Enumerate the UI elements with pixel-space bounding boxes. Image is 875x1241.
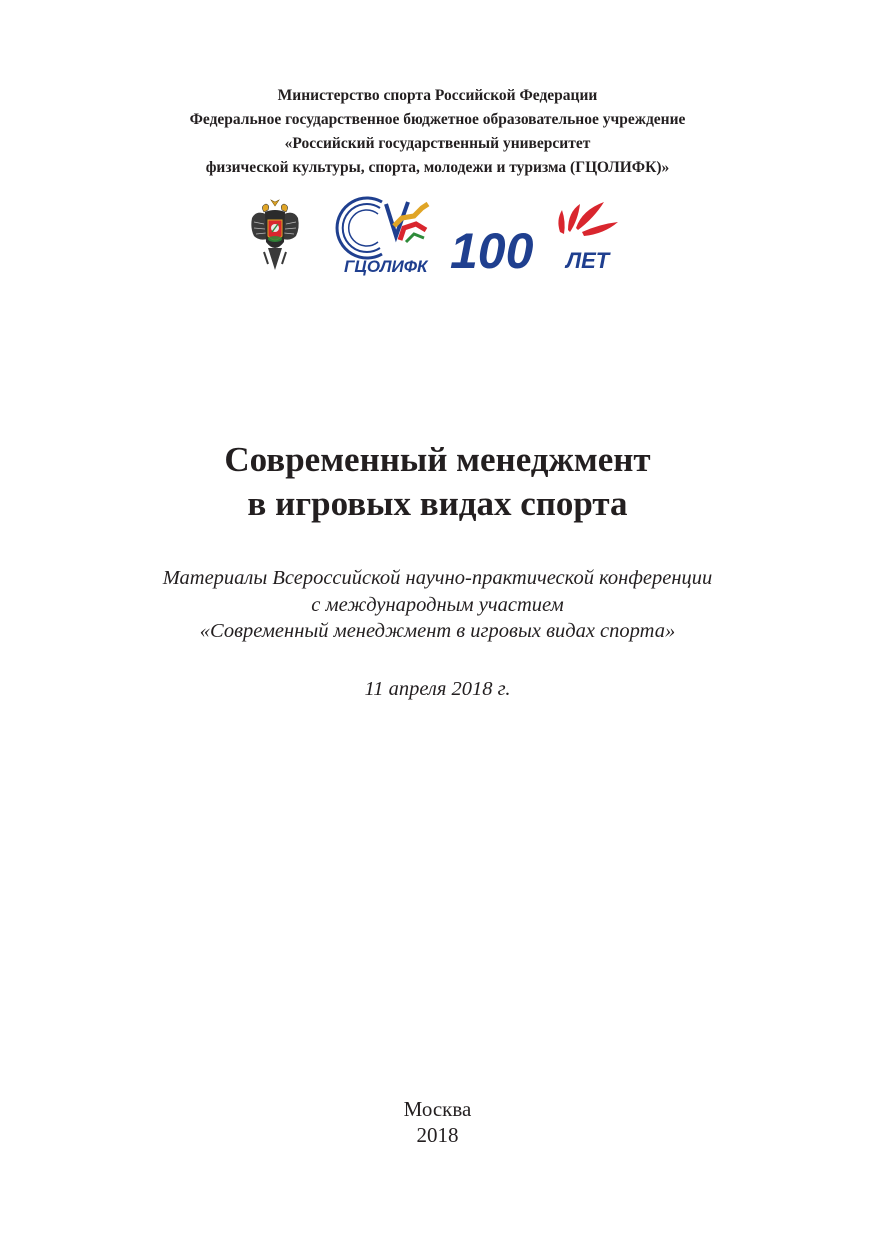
ministry-line: Министерство спорта Российской Федерации (277, 87, 598, 104)
university-name-line: «Российский государственный университет (284, 135, 591, 152)
subtitle-line-1: Материалы Всероссийской научно-практической конференции (162, 567, 713, 589)
anniversary-logo (450, 202, 618, 279)
coat-of-arms-icon (251, 200, 298, 270)
publication-city: Москва (403, 1097, 472, 1121)
title-line-2: в игровых видах спорта (247, 484, 628, 523)
gcolifk-wordmark: ГЦОЛИФК (344, 257, 428, 276)
conference-date: 11 апреля 2018 г. (364, 678, 511, 700)
gcolifk-logo (337, 198, 429, 276)
anniversary-word: ЛЕТ (566, 248, 610, 273)
university-name-line-2: физической культуры, спорта, молодежи и туризма (ГЦОЛИФК)» (205, 159, 670, 176)
title-line-1: Современный менеджмент (224, 440, 651, 479)
publisher-header (0, 84, 875, 180)
institution-type-line: Федеральное государственное бюджетное образовательное учреждение (189, 111, 686, 128)
subtitle-line-3: «Современный менеджмент в игровых видах спорта» (199, 620, 676, 642)
book-subtitle (0, 565, 875, 645)
logos-svg (246, 196, 636, 280)
publication-year: 2018 (416, 1123, 459, 1147)
subtitle-line-2: с международным участием (311, 593, 564, 616)
anniversary-number: 100 (450, 223, 534, 279)
book-title (0, 438, 875, 526)
imprint (0, 1096, 875, 1148)
logo-strip (246, 196, 636, 280)
